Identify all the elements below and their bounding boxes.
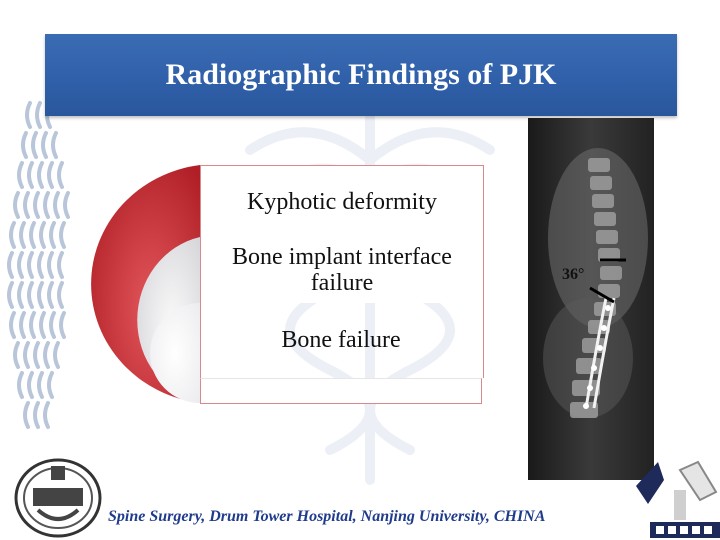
spine-xray-image	[528, 118, 654, 480]
hospital-brand-logo-icon	[628, 460, 720, 540]
level-bottom-edge	[200, 378, 482, 404]
level-bone-failure: Bone failure	[281, 327, 401, 353]
level-kyphotic-deformity: Kyphotic deformity	[200, 165, 484, 238]
hospital-seal-logo-icon	[13, 458, 103, 538]
xray-angle-label: 36°	[562, 266, 585, 283]
left-stripes-decoration	[0, 95, 80, 455]
slide-title: Radiographic Findings of PJK	[165, 58, 557, 91]
level-bone-implant-interface-failure: Bone implant interface failure	[200, 237, 484, 303]
footer-affiliation: Spine Surgery, Drum Tower Hospital, Nanjing University, CHINA	[108, 508, 546, 525]
